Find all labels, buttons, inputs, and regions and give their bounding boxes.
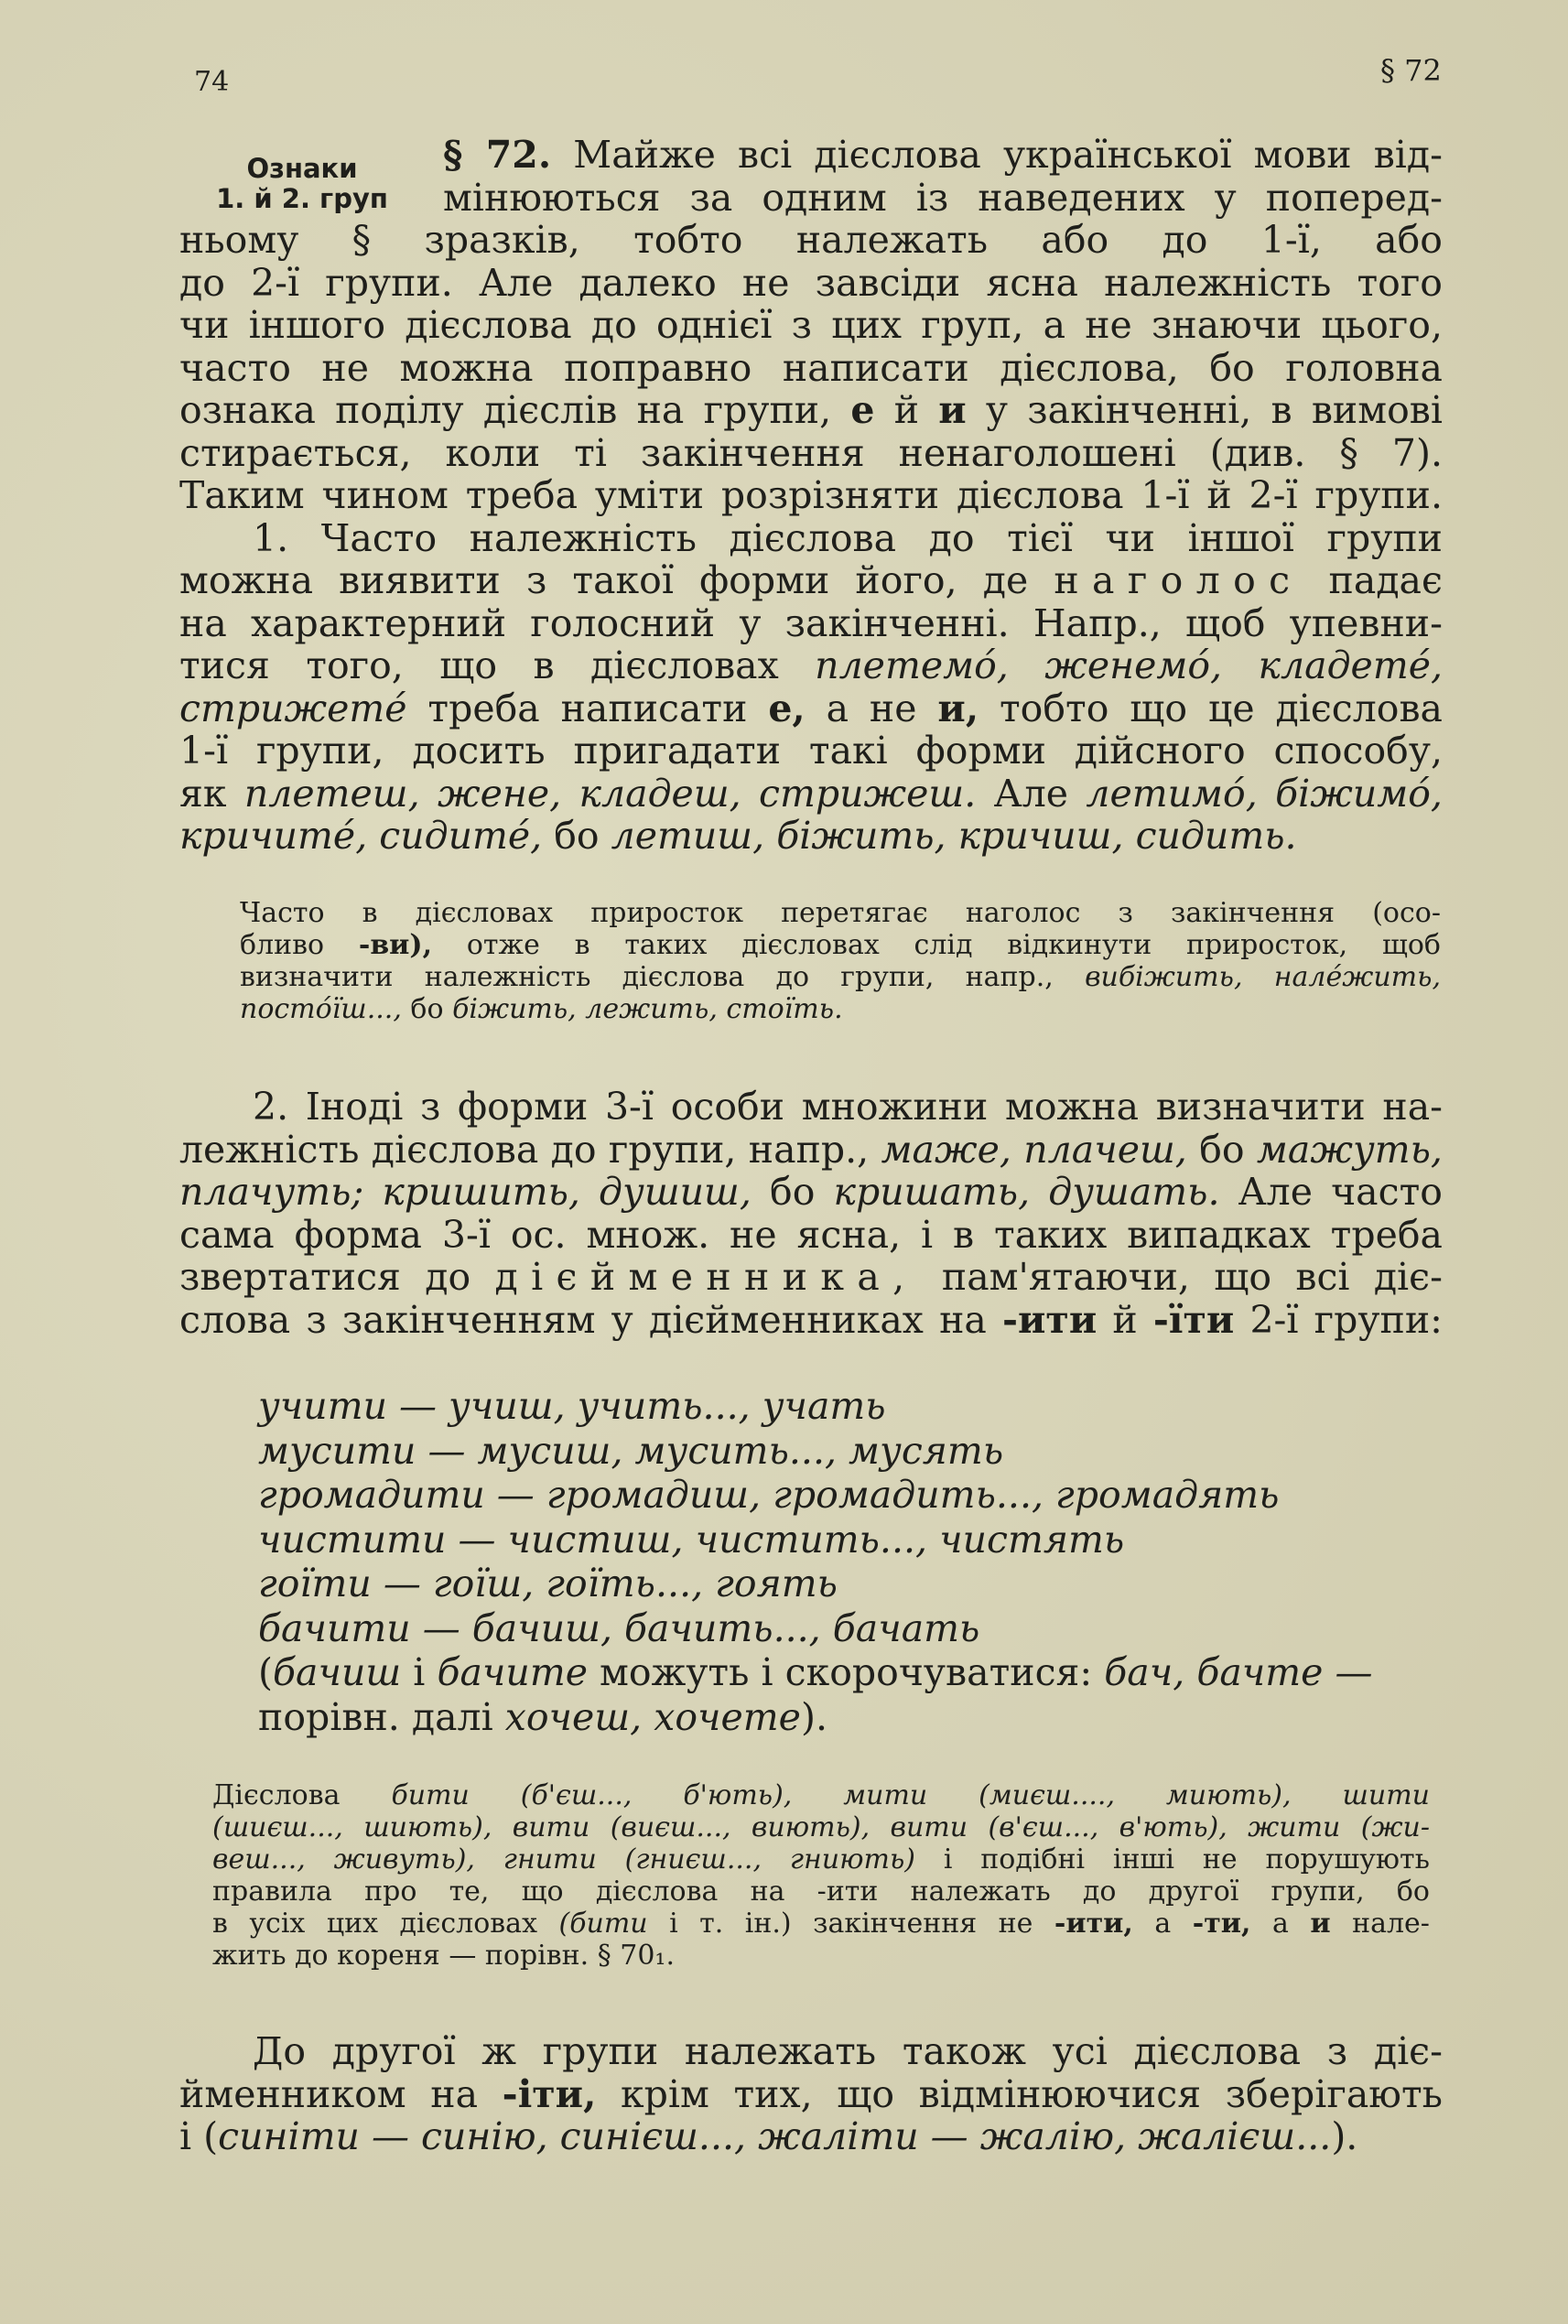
text-span: як: [179, 771, 227, 816]
text-span: тися того, що в дієсловах: [179, 643, 779, 687]
verb-entry: [258, 1384, 1448, 1429]
italic-span: посто́їш...,: [240, 993, 402, 1025]
text-span: йменником на: [179, 2071, 479, 2116]
text-line: сама форма 3-ї ос. множ. не ясна, і в таких випадках треба: [179, 1212, 1443, 1257]
text-line: часто не можна поправно написати дієслова, бо головна: [179, 345, 1443, 390]
text-span: пам'ятаючи, що всі діє-: [941, 1255, 1443, 1299]
text-line: [179, 389, 1443, 432]
paragraph-2: [179, 1086, 1443, 1341]
text-span: крім тих, що відмінюючися зберігають: [620, 2071, 1443, 2116]
italic-span: біжить, лежить, стоїть.: [452, 993, 843, 1025]
italic-span: стрижете́: [179, 686, 407, 730]
text-span: ).: [1331, 2114, 1358, 2158]
note-line: [212, 1811, 1430, 1843]
text-line: [179, 773, 1443, 816]
verb-remark: [258, 1650, 1448, 1695]
text-span: отже в таких дієсловах слід відкинути приросток, щоб: [466, 929, 1441, 961]
text-span: а: [1271, 1908, 1289, 1940]
italic-span: летимо́, біжимо́,: [1086, 771, 1443, 816]
italic-span: маже, плачеш,: [881, 1127, 1187, 1172]
italic-span: вибіжить, нале́жить,: [1085, 961, 1441, 993]
text-span: в усіх цих дієсловах: [212, 1908, 537, 1940]
text-span: у закінченні, в вимові: [985, 388, 1444, 432]
text-line: [179, 2073, 1443, 2116]
text-line: 1-ї групи, досить пригадати такі форми дійсного способу,: [179, 729, 1443, 773]
text-line: чи іншого дієслова до однієї з цих груп, а не знаючи цього,: [179, 303, 1443, 347]
text-span: можна виявити з такої форми його, де: [179, 558, 1029, 602]
text-line: 1. Часто належність дієслова до тієї чи іншої групи: [253, 515, 1443, 560]
text-span: і подібні інші не порушують: [943, 1843, 1430, 1875]
bold-span: -ти,: [1192, 1908, 1251, 1940]
margin-note-line: Ознаки: [246, 153, 358, 184]
note-line: [240, 929, 1441, 961]
text-line: [179, 687, 1443, 730]
italic-span: бач, бачте —: [1104, 1650, 1373, 1694]
spaced-word: дієйменника,: [494, 1255, 918, 1299]
text-span: Дієслова: [212, 1779, 341, 1811]
bold-span: -ити,: [1054, 1908, 1133, 1940]
note-line: [240, 961, 1441, 993]
page-number: 74: [194, 66, 230, 98]
italic-span: синіти — синію, синієш..., жаліти — жалію, жалієш...: [218, 2114, 1332, 2158]
text-span: нале-: [1352, 1908, 1430, 1940]
note-line: правила про те, що дієслова на -ити належать до другої групи, бо: [212, 1875, 1430, 1908]
bold-letter: и: [938, 388, 967, 432]
note-line: Часто в дієсловах приросток перетягає наголос з закінчення (осо-: [240, 897, 1441, 929]
text-span: треба написати: [427, 686, 748, 730]
text-span: Але часто: [1238, 1170, 1443, 1214]
italic-span: плетемо́, женемо́, кладете́,: [815, 643, 1443, 687]
text-span: визначити належність дієслова до групи, напр.,: [240, 961, 1054, 993]
text-span: порівн. далі: [258, 1694, 493, 1739]
bold-span: -ви),: [358, 929, 433, 961]
italic-span: мажуть,: [1256, 1127, 1443, 1172]
text-span: тобто що це дієслова: [999, 686, 1443, 730]
text-span: і т. ін.) закінчення не: [669, 1908, 1033, 1940]
verb-entry: [258, 1473, 1448, 1518]
text-span: слова з закінченням у дієйменниках на: [179, 1297, 987, 1342]
text-line: [179, 815, 1443, 858]
note-line: [212, 1843, 1430, 1875]
italic-span: учити — учиш, учить..., учать: [258, 1384, 886, 1428]
text-span: бо: [554, 814, 600, 858]
italic-span: бити (б'єш..., б'ють), мити (миєш...., миють), шити: [391, 1779, 1430, 1811]
note-line: [212, 1908, 1430, 1940]
verb-list: [258, 1384, 1448, 1739]
text-span: можуть і скорочуватися:: [600, 1650, 1093, 1694]
text-span: звертатися до: [179, 1255, 471, 1299]
italic-span: бачити — бачиш, бачить..., бачать: [258, 1605, 980, 1650]
text-line: до 2-ї групи. Але далеко не завсіди ясна належність того: [179, 260, 1443, 305]
text-line: [179, 559, 1443, 602]
verb-entry: [258, 1562, 1448, 1606]
text-line: на характерний голосний у закінченні. Напр., щоб упевни-: [179, 600, 1443, 645]
spaced-word: наголос: [1054, 558, 1303, 602]
italic-span: летиш, біжить, кричиш, сидить.: [611, 814, 1297, 858]
verb-entry: [258, 1429, 1448, 1474]
small-print-note: [212, 1779, 1430, 1972]
text-span: бливо: [240, 929, 325, 961]
text-span: 2-ї групи:: [1249, 1297, 1443, 1342]
text-span: й: [893, 388, 920, 432]
margin-note-line: 1. й 2. груп: [216, 183, 388, 214]
text-span: Майже всі дієслова української мови від-: [573, 133, 1443, 177]
italic-span: гоїти — гоїш, гоїть..., гоять: [258, 1562, 838, 1605]
text-span: бо: [410, 993, 444, 1025]
text-span: (: [258, 1650, 273, 1694]
text-line: [179, 644, 1443, 687]
text-span: падає: [1328, 558, 1443, 602]
italic-span: (бити: [558, 1908, 648, 1940]
italic-span: плетеш, жене, кладеш, стрижеш.: [243, 771, 977, 816]
text-span: а не: [826, 686, 917, 730]
italic-span: хочеш, хочете: [504, 1694, 801, 1739]
text-line: мінюються за одним із наведених у поперед-: [443, 175, 1443, 220]
verb-entry: [258, 1606, 1448, 1651]
running-section-header: § 72: [1380, 53, 1442, 88]
bold-span: и: [1310, 1908, 1331, 1940]
bold-span: -їти: [1152, 1297, 1235, 1342]
small-print-note: [240, 897, 1441, 1025]
note-line: жить до кореня — порівн. § 70₁.: [212, 1940, 675, 1972]
note-line: [212, 1779, 1430, 1811]
bold-span: -іти,: [502, 2071, 597, 2116]
margin-note: [179, 154, 425, 214]
text-span: і (: [179, 2114, 219, 2158]
italic-span: громадити — громадиш, громадить..., громадять: [258, 1473, 1280, 1517]
italic-span: мусити — мусиш, мусить..., мусять: [258, 1428, 1004, 1473]
italic-span: плачуть; кришить, душиш,: [179, 1170, 752, 1214]
bold-letter: и,: [937, 686, 979, 730]
text-span: лежність дієслова до групи, напр.,: [179, 1127, 870, 1172]
italic-span: кришать, душать.: [833, 1170, 1220, 1214]
text-span: бо: [770, 1170, 816, 1214]
bold-span: -ити: [1002, 1297, 1098, 1342]
text-line: До другої ж групи належать також усі дієслова з діє-: [253, 2029, 1443, 2073]
note-line: [240, 993, 1441, 1025]
text-line: Таким чином треба уміти розрізняти дієслова 1-ї й 2-ї групи.: [179, 473, 1443, 517]
text-line: [179, 1129, 1443, 1172]
text-line: [179, 1299, 1443, 1342]
section-mark: § 72.: [443, 133, 552, 177]
text-span: а: [1154, 1908, 1172, 1940]
text-span: й: [1112, 1297, 1138, 1342]
italic-span: бачите: [437, 1650, 588, 1694]
text-line: [179, 2115, 1443, 2158]
text-line: [179, 1171, 1443, 1214]
text-span: Але: [993, 771, 1068, 816]
verb-entry: [258, 1518, 1448, 1562]
text-span: і: [413, 1650, 426, 1694]
text-span: ознака поділу дієслів на групи,: [179, 388, 832, 432]
text-line: ньому § зразків, тобто належать або до 1-ї, або: [179, 218, 1443, 262]
italic-span: веш..., живуть), гнити (гниєш..., гниють): [212, 1843, 915, 1875]
text-line: [179, 1256, 1443, 1299]
italic-span: чистити — чистиш, чистить..., чистять: [258, 1517, 1125, 1562]
italic-span: бачиш: [273, 1650, 402, 1694]
italic-span: кричите́, сидите́,: [179, 814, 543, 858]
paragraph-72: [179, 134, 1443, 858]
italic-span: (шиєш..., шиють), вити (виєш..., виють), вити (в'єш..., в'ють), жити (жи-: [212, 1811, 1430, 1843]
text-line: 2. Іноді з форми 3-ї особи множини можна визначити на-: [253, 1085, 1443, 1129]
paragraph-final: [179, 2030, 1443, 2158]
text-span: бо: [1199, 1127, 1245, 1172]
text-span: ).: [800, 1694, 827, 1739]
bold-letter: е: [850, 388, 875, 432]
bold-letter: е,: [768, 686, 806, 730]
text-line: стирається, коли ті закінчення ненаголошені (див. § 7).: [179, 430, 1443, 475]
verb-remark: [258, 1695, 1448, 1740]
